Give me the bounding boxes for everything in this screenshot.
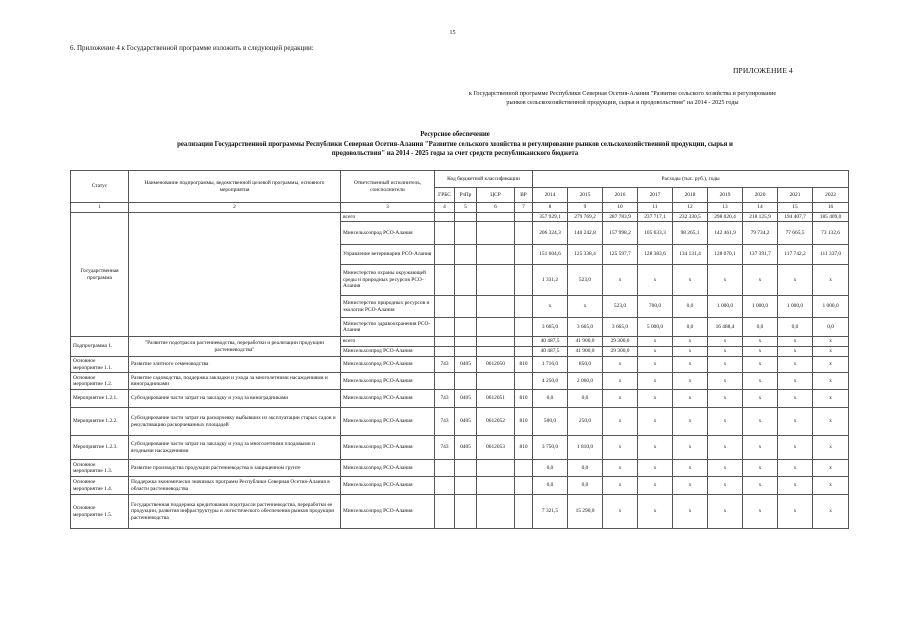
value-cell: x: [743, 408, 778, 436]
row-name: [129, 213, 341, 337]
value-cell: 3 665,0: [533, 318, 568, 337]
value-cell: x: [743, 477, 778, 495]
value-cell: 1 000,0: [743, 296, 778, 318]
header-budget-code: Код бюджетной классификации: [435, 171, 533, 188]
column-number: 12: [673, 203, 708, 213]
header-expenses: Расходы (тыс. руб.), годы: [533, 171, 849, 188]
code-grbs: 743: [435, 390, 455, 408]
value-cell: x: [743, 495, 778, 529]
value-cell: 111 337,0: [813, 245, 849, 265]
value-cell: x: [638, 357, 673, 373]
value-cell: 3 665,0: [603, 318, 638, 337]
code-cell: [477, 245, 515, 265]
value-cell: x: [638, 373, 673, 390]
row-name: Развитие садоводства, поддержка закладки и ухода за многолетними насаждениями и виноградниками: [129, 373, 341, 390]
appendix-title: ПРИЛОЖЕНИЕ 4: [732, 66, 793, 75]
code-grbs: 743: [435, 436, 455, 460]
appendix-subtitle-line2: рынков сельскохозяйственной продукции, сырья и продовольствия" на 2014 - 2025 годы: [506, 98, 739, 106]
value-cell: 128 383,6: [638, 245, 673, 265]
code-cell: [515, 213, 533, 222]
value-cell: 287 783,9: [603, 213, 638, 222]
value-cell: x: [813, 347, 849, 357]
code-cell: [477, 337, 515, 347]
value-cell: 523,0: [603, 296, 638, 318]
code-cell: [455, 318, 477, 337]
resource-table: [70, 170, 849, 529]
value-cell: 15 290,0: [568, 495, 603, 529]
value-cell: 77 665,5: [778, 222, 813, 245]
value-cell: x: [673, 265, 708, 296]
value-cell: 29 300,0: [603, 337, 638, 347]
row-status: Государственная программа: [71, 213, 129, 337]
value-cell: x: [638, 408, 673, 436]
code-cell: [455, 222, 477, 245]
header-year: 2018: [673, 188, 708, 203]
value-cell: x: [673, 373, 708, 390]
value-cell: 73 132,6: [813, 222, 849, 245]
row-status: Основное мероприятие 1.1.: [71, 357, 129, 373]
value-cell: x: [708, 436, 743, 460]
column-number: 10: [603, 203, 638, 213]
header-year: 2019: [708, 188, 743, 203]
row-status: Подпрограмма 1.: [71, 337, 129, 357]
value-cell: x: [638, 460, 673, 477]
column-number: 7: [515, 203, 533, 213]
value-cell: x: [603, 408, 638, 436]
code-vr: [515, 373, 533, 390]
header-csr: ЦСР: [477, 188, 515, 203]
value-cell: 0,0: [673, 296, 708, 318]
value-cell: x: [743, 357, 778, 373]
value-cell: x: [603, 357, 638, 373]
row-executor: Минсельхозпрод РСО-Алания: [341, 477, 435, 495]
table-row: [71, 337, 849, 347]
row-executor: Минсельхозпрод РСО-Алания: [341, 408, 435, 436]
value-cell: 41 900,0: [568, 347, 603, 357]
value-cell: x: [743, 436, 778, 460]
code-cell: [477, 318, 515, 337]
code-cell: [455, 337, 477, 347]
row-name: Субсидирование части затрат на раскорчевку выбывших из эксплуатации старых садов и рекультивацию раскорчеванных площадей: [129, 408, 341, 436]
value-cell: 0,0: [533, 460, 568, 477]
value-cell: 151 604,6: [533, 245, 568, 265]
code-grbs: 743: [435, 408, 455, 436]
value-cell: 357 929,1: [533, 213, 568, 222]
value-cell: 79 734,2: [743, 222, 778, 245]
value-cell: 0,0: [813, 318, 849, 337]
column-number: 4: [435, 203, 455, 213]
column-number: 5: [455, 203, 477, 213]
value-cell: x: [708, 337, 743, 347]
code-cell: [435, 265, 455, 296]
value-cell: 298 020,4: [708, 213, 743, 222]
code-cell: [515, 347, 533, 357]
value-cell: x: [638, 265, 673, 296]
header-year: 2014: [533, 188, 568, 203]
code-vr: 810: [515, 357, 533, 373]
column-number: 8: [533, 203, 568, 213]
code-vr: [515, 477, 533, 495]
code-rzpr: 0405: [455, 408, 477, 436]
row-name: Развитие элитного семеноводства: [129, 357, 341, 373]
value-cell: x: [673, 357, 708, 373]
value-cell: 140 242,8: [568, 222, 603, 245]
code-rzpr: [455, 460, 477, 477]
code-vr: [515, 495, 533, 529]
code-vr: 810: [515, 436, 533, 460]
header-status: Статус: [71, 171, 129, 203]
value-cell: x: [743, 265, 778, 296]
code-cell: [515, 222, 533, 245]
table-row: [71, 390, 849, 408]
value-cell: 1 810,0: [568, 436, 603, 460]
value-cell: x: [603, 390, 638, 408]
value-cell: x: [638, 477, 673, 495]
value-cell: x: [778, 495, 813, 529]
code-grbs: [435, 477, 455, 495]
value-cell: 237 717,1: [638, 213, 673, 222]
value-cell: 3 665,0: [568, 318, 603, 337]
value-cell: 98 265,1: [673, 222, 708, 245]
value-cell: x: [778, 373, 813, 390]
value-cell: 0,0: [568, 460, 603, 477]
value-cell: x: [813, 337, 849, 347]
code-cell: [515, 318, 533, 337]
value-cell: x: [778, 265, 813, 296]
code-cell: [455, 245, 477, 265]
row-name: Государственная поддержка кредитования подотрасли растениеводства, переработки ее продукции, развития инфраструктуры и логистического обеспечения рынков продукции растениеводства: [129, 495, 341, 529]
value-cell: 7 321,5: [533, 495, 568, 529]
code-cell: [435, 222, 455, 245]
code-cell: [435, 213, 455, 222]
code-cell: [477, 265, 515, 296]
value-cell: 41 900,0: [568, 337, 603, 347]
row-executor: Минсельхозпрод РСО-Алания: [341, 222, 435, 245]
value-cell: 232 330,5: [673, 213, 708, 222]
row-executor: Управление ветеринарии РСО-Алания: [341, 245, 435, 265]
code-cell: [477, 347, 515, 357]
page-number: 15: [449, 30, 456, 36]
code-vr: 810: [515, 390, 533, 408]
table-row: [71, 357, 849, 373]
row-executor: Министерство природных ресурсов и экологии РСО-Алания: [341, 296, 435, 318]
table-row: [71, 460, 849, 477]
value-cell: x: [708, 265, 743, 296]
column-number: 1: [71, 203, 129, 213]
value-cell: x: [813, 495, 849, 529]
value-cell: x: [813, 357, 849, 373]
value-cell: 523,0: [568, 265, 603, 296]
value-cell: 0,0: [568, 477, 603, 495]
row-executor: Минсельхозпрод РСО-Алания: [341, 390, 435, 408]
table-row: [71, 213, 849, 222]
header-year: 2015: [568, 188, 603, 203]
value-cell: x: [673, 495, 708, 529]
table-row: [71, 373, 849, 390]
value-cell: x: [743, 460, 778, 477]
value-cell: x: [813, 390, 849, 408]
header-executor: Ответственный исполнитель, соисполнители: [341, 171, 435, 203]
value-cell: 4 250,0: [533, 373, 568, 390]
value-cell: x: [778, 436, 813, 460]
table-row: [71, 477, 849, 495]
code-cell: [435, 347, 455, 357]
value-cell: x: [743, 347, 778, 357]
value-cell: x: [778, 460, 813, 477]
value-cell: x: [813, 373, 849, 390]
row-executor: Минсельхозпрод РСО-Алания: [341, 495, 435, 529]
code-csr: 0612052: [477, 408, 515, 436]
value-cell: 185 409,0: [813, 213, 849, 222]
code-rzpr: 0405: [455, 436, 477, 460]
value-cell: 850,0: [568, 357, 603, 373]
value-cell: x: [778, 357, 813, 373]
code-rzpr: 0405: [455, 390, 477, 408]
code-cell: [515, 265, 533, 296]
row-executor: Минсельхозпрод РСО-Алания: [341, 357, 435, 373]
heading-line1: Ресурсное обеспечение: [420, 131, 490, 138]
value-cell: x: [813, 477, 849, 495]
code-cell: [455, 265, 477, 296]
code-csr: [477, 495, 515, 529]
value-cell: 5 000,0: [638, 318, 673, 337]
code-cell: [477, 213, 515, 222]
value-cell: x: [673, 436, 708, 460]
value-cell: 134 131,4: [673, 245, 708, 265]
value-cell: x: [778, 347, 813, 357]
row-executor: всего: [341, 337, 435, 347]
document-heading: [55, 130, 855, 159]
value-cell: x: [778, 408, 813, 436]
row-executor: Минсельхозпрод РСО-Алания: [341, 460, 435, 477]
code-csr: [477, 373, 515, 390]
column-number: 6: [477, 203, 515, 213]
value-cell: x: [708, 347, 743, 357]
value-cell: 206 324,3: [533, 222, 568, 245]
header-year: 2017: [638, 188, 673, 203]
value-cell: 218 125,9: [743, 213, 778, 222]
value-cell: x: [708, 373, 743, 390]
row-executor: Министерство здравоохранения РСО-Алания: [341, 318, 435, 337]
value-cell: x: [533, 296, 568, 318]
row-status: Мероприятие 1.2.1.: [71, 390, 129, 408]
code-grbs: [435, 460, 455, 477]
code-vr: 810: [515, 408, 533, 436]
value-cell: x: [673, 460, 708, 477]
value-cell: 125 597,7: [603, 245, 638, 265]
value-cell: x: [638, 347, 673, 357]
code-rzpr: [455, 373, 477, 390]
value-cell: x: [708, 495, 743, 529]
value-cell: x: [813, 436, 849, 460]
code-csr: 0612051: [477, 390, 515, 408]
code-cell: [435, 337, 455, 347]
value-cell: x: [603, 436, 638, 460]
table-row: [71, 408, 849, 436]
value-cell: x: [673, 390, 708, 408]
table-row: [71, 436, 849, 460]
code-csr: 0612050: [477, 357, 515, 373]
value-cell: 2 060,0: [568, 373, 603, 390]
value-cell: 142 461,9: [708, 222, 743, 245]
value-cell: 29 300,0: [603, 347, 638, 357]
column-number: 2: [129, 203, 341, 213]
code-cell: [455, 296, 477, 318]
value-cell: x: [778, 390, 813, 408]
code-cell: [435, 318, 455, 337]
value-cell: 0,0: [673, 318, 708, 337]
code-cell: [455, 347, 477, 357]
value-cell: x: [638, 337, 673, 347]
row-status: Мероприятие 1.2.2.: [71, 408, 129, 436]
value-cell: 40 487,5: [533, 337, 568, 347]
header-year: 2022: [813, 188, 849, 203]
value-cell: x: [638, 436, 673, 460]
appendix-subtitle-line1: к Государственной программе Республики Северная Осетия-Алания "Развитие сельского хозяйства и регулирование: [468, 90, 777, 97]
header-year: 2021: [778, 188, 813, 203]
code-rzpr: [455, 477, 477, 495]
value-cell: x: [813, 265, 849, 296]
value-cell: 0,0: [568, 390, 603, 408]
row-executor: Минсельхозпрод РСО-Алания: [341, 373, 435, 390]
heading-line3: продовольствия" на 2014 - 2025 годы за счет средств республиканского бюджета: [331, 150, 579, 157]
value-cell: x: [603, 373, 638, 390]
value-cell: x: [708, 357, 743, 373]
header-vr: ВР: [515, 188, 533, 203]
value-cell: x: [813, 408, 849, 436]
value-cell: x: [603, 265, 638, 296]
value-cell: 105 633,3: [638, 222, 673, 245]
header-year: 2016: [603, 188, 638, 203]
value-cell: 1 000,0: [778, 296, 813, 318]
value-cell: x: [673, 347, 708, 357]
row-status: Основное мероприятие 1.5.: [71, 495, 129, 529]
row-executor: Минсельхозпрод РСО-Алания: [341, 436, 435, 460]
value-cell: 137 391,7: [743, 245, 778, 265]
value-cell: x: [778, 477, 813, 495]
value-cell: x: [673, 337, 708, 347]
code-csr: [477, 477, 515, 495]
row-status: Основное мероприятие 1.3.: [71, 460, 129, 477]
value-cell: 16 488,4: [708, 318, 743, 337]
row-status: Основное мероприятие 1.2.: [71, 373, 129, 390]
value-cell: 157 998,2: [603, 222, 638, 245]
column-number: 15: [778, 203, 813, 213]
header-name: Наименование подпрограммы, ведомственной целевой программы, основного мероприятия: [129, 171, 341, 203]
value-cell: x: [673, 477, 708, 495]
value-cell: x: [708, 477, 743, 495]
code-grbs: [435, 495, 455, 529]
row-status: Основное мероприятие 1.4.: [71, 477, 129, 495]
column-number: 3: [341, 203, 435, 213]
code-cell: [515, 337, 533, 347]
row-executor: Минсельхозпрод РСО-Алания: [341, 347, 435, 357]
column-number: 9: [568, 203, 603, 213]
value-cell: 125 338,4: [568, 245, 603, 265]
value-cell: 1 000,0: [813, 296, 849, 318]
appendix-subtitle: [395, 90, 850, 107]
value-cell: x: [813, 460, 849, 477]
value-cell: 279 769,2: [568, 213, 603, 222]
value-cell: 3 750,0: [533, 436, 568, 460]
value-cell: x: [603, 495, 638, 529]
row-executor: всего: [341, 213, 435, 222]
code-cell: [435, 245, 455, 265]
header-rzpr: РзПр: [455, 188, 477, 203]
value-cell: x: [708, 408, 743, 436]
column-number: 13: [708, 203, 743, 213]
code-rzpr: [455, 495, 477, 529]
code-csr: 0612053: [477, 436, 515, 460]
code-grbs: 743: [435, 357, 455, 373]
value-cell: 250,0: [568, 408, 603, 436]
code-cell: [435, 296, 455, 318]
row-executor: Министерство охраны окружающей среды и природных ресурсов РСО-Алания: [341, 265, 435, 296]
row-status: Мероприятие 1.2.3.: [71, 436, 129, 460]
value-cell: x: [778, 337, 813, 347]
value-cell: x: [638, 495, 673, 529]
row-name: "Развитие подотрасли растениеводства, переработки и реализации продукции растениеводства": [129, 337, 341, 357]
value-cell: 128 070,1: [708, 245, 743, 265]
code-cell: [515, 245, 533, 265]
value-cell: 1 000,0: [708, 296, 743, 318]
row-name: Развитие производства продукции растениеводства в защищенном грунте: [129, 460, 341, 477]
table-row: [71, 495, 849, 529]
code-cell: [515, 296, 533, 318]
header-year: 2020: [743, 188, 778, 203]
value-cell: 194 407,7: [778, 213, 813, 222]
value-cell: 500,0: [533, 408, 568, 436]
value-cell: x: [568, 296, 603, 318]
value-cell: x: [708, 460, 743, 477]
code-cell: [455, 213, 477, 222]
intro-text: 6. Приложение 4 к Государственной программе изложить в следующей редакции:: [70, 44, 314, 52]
heading-line2: реализации Государственной программы Республики Северная Осетия-Алания "Развитие сельского хозяйства и регулирование рынков сельскохозяйственной продукции, сырья и: [177, 140, 733, 148]
value-cell: 0,0: [533, 477, 568, 495]
column-number: 14: [743, 203, 778, 213]
value-cell: x: [603, 477, 638, 495]
row-name: Субсидирование части затрат на закладку и уход за виноградниками: [129, 390, 341, 408]
code-vr: [515, 460, 533, 477]
code-cell: [477, 296, 515, 318]
value-cell: x: [673, 408, 708, 436]
value-cell: x: [743, 337, 778, 347]
code-csr: [477, 460, 515, 477]
value-cell: 1 716,0: [533, 357, 568, 373]
header-grbs: ГРБС: [435, 188, 455, 203]
value-cell: 40 487,5: [533, 347, 568, 357]
value-cell: x: [743, 390, 778, 408]
value-cell: x: [603, 460, 638, 477]
column-number: 11: [638, 203, 673, 213]
value-cell: 0,0: [743, 318, 778, 337]
code-cell: [477, 222, 515, 245]
value-cell: 0,0: [778, 318, 813, 337]
code-grbs: [435, 373, 455, 390]
value-cell: 0,0: [533, 390, 568, 408]
value-cell: 1 331,2: [533, 265, 568, 296]
column-number: 16: [813, 203, 849, 213]
value-cell: x: [743, 373, 778, 390]
value-cell: 117 742,2: [778, 245, 813, 265]
value-cell: 700,0: [638, 296, 673, 318]
value-cell: x: [638, 390, 673, 408]
code-rzpr: 0405: [455, 357, 477, 373]
row-name: Поддержка экономически значимых программ Республики Северная Осетия-Алания в области растениеводства: [129, 477, 341, 495]
value-cell: x: [708, 390, 743, 408]
row-name: Субсидирование части затрат на закладку и уход за многолетними плодовыми и ягодными насаждениями: [129, 436, 341, 460]
